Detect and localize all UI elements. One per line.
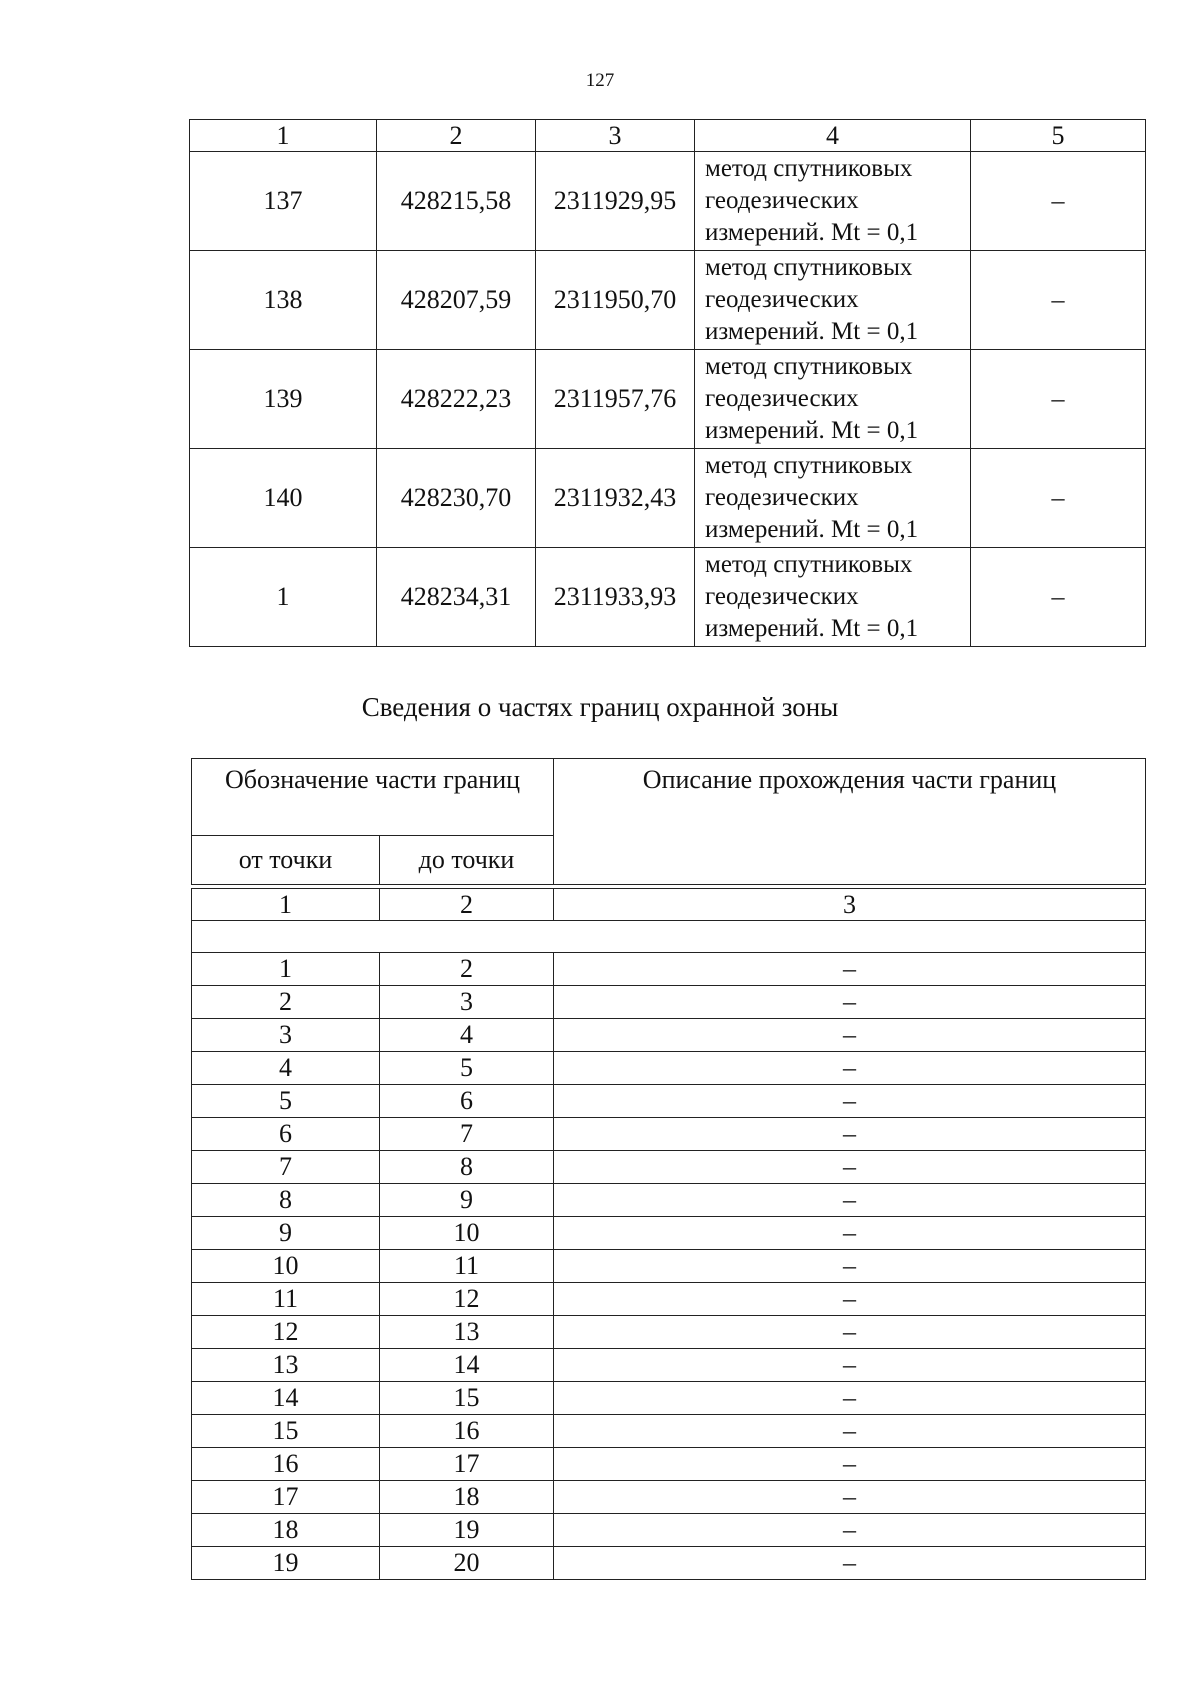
from-point-cell: 12 — [192, 1316, 380, 1349]
from-point-cell: 2 — [192, 986, 380, 1019]
y-coordinate-cell: 2311929,95 — [536, 152, 695, 251]
method-cell — [695, 350, 971, 449]
to-point-cell: 19 — [380, 1514, 554, 1547]
from-point-cell: 3 — [192, 1019, 380, 1052]
boundary-part-row — [192, 1481, 1146, 1514]
description-cell: – — [554, 1283, 1146, 1316]
page-number: 127 — [585, 70, 615, 91]
description-cell: – — [554, 1349, 1146, 1382]
method-line: геодезических — [705, 187, 859, 214]
from-point-cell: 7 — [192, 1151, 380, 1184]
boundary-part-row — [192, 1382, 1146, 1415]
from-point-cell: 13 — [192, 1349, 380, 1382]
method-line: измерений. Mt = 0,1 — [705, 417, 919, 444]
from-point-cell: 17 — [192, 1481, 380, 1514]
description-cell: – — [554, 1052, 1146, 1085]
to-point-cell: 9 — [380, 1184, 554, 1217]
note-cell: – — [971, 449, 1146, 548]
from-point-cell: 6 — [192, 1118, 380, 1151]
column-number: 2 — [380, 889, 554, 921]
to-point-cell: 14 — [380, 1349, 554, 1382]
boundary-part-row — [192, 1283, 1146, 1316]
method-line: геодезических — [705, 583, 859, 610]
to-point-cell: 4 — [380, 1019, 554, 1052]
boundary-part-row — [192, 1019, 1146, 1052]
boundary-parts-table — [191, 758, 1146, 1580]
x-coordinate-cell: 428207,59 — [377, 251, 536, 350]
to-point-cell: 12 — [380, 1283, 554, 1316]
note-cell: – — [971, 350, 1146, 449]
note-cell: – — [971, 548, 1146, 647]
coordinates-header-row — [190, 120, 1146, 152]
method-line: измерений. Mt = 0,1 — [705, 615, 919, 642]
boundary-part-row — [192, 953, 1146, 986]
boundary-part-row — [192, 1250, 1146, 1283]
method-cell — [695, 449, 971, 548]
method-line: геодезических — [705, 385, 859, 412]
boundary-part-row — [192, 1415, 1146, 1448]
coordinate-row — [190, 449, 1146, 548]
boundary-part-row — [192, 1118, 1146, 1151]
point-cell: 138 — [190, 251, 377, 350]
coordinate-row — [190, 152, 1146, 251]
from-point-cell: 4 — [192, 1052, 380, 1085]
from-point-cell: 18 — [192, 1514, 380, 1547]
method-line: измерений. Mt = 0,1 — [705, 318, 919, 345]
from-point-cell: 15 — [192, 1415, 380, 1448]
description-cell: – — [554, 1184, 1146, 1217]
coordinates-table — [189, 119, 1146, 647]
from-point-cell: 1 — [192, 953, 380, 986]
from-point-cell: 10 — [192, 1250, 380, 1283]
description-cell: – — [554, 1415, 1146, 1448]
method-line: метод спутниковых — [705, 551, 913, 578]
boundary-part-row — [192, 1184, 1146, 1217]
to-point-header: до точки — [380, 836, 554, 885]
column-number: 1 — [190, 120, 377, 152]
column-number: 5 — [971, 120, 1146, 152]
coordinate-row — [190, 548, 1146, 647]
description-header: Описание прохождения части границ — [554, 759, 1146, 885]
description-cell: – — [554, 1151, 1146, 1184]
y-coordinate-cell: 2311957,76 — [536, 350, 695, 449]
boundary-part-row — [192, 1217, 1146, 1250]
description-cell: – — [554, 1382, 1146, 1415]
section-title: Сведения о частях границ охранной зоны — [361, 692, 839, 722]
description-cell: – — [554, 1250, 1146, 1283]
method-line: метод спутниковых — [705, 155, 913, 182]
method-cell — [695, 548, 971, 647]
boundary-part-row — [192, 1448, 1146, 1481]
method-cell — [695, 251, 971, 350]
boundary-part-row — [192, 1349, 1146, 1382]
y-coordinate-cell: 2311950,70 — [536, 251, 695, 350]
column-number: 2 — [377, 120, 536, 152]
to-point-cell: 11 — [380, 1250, 554, 1283]
to-point-cell: 2 — [380, 953, 554, 986]
to-point-cell: 10 — [380, 1217, 554, 1250]
to-point-cell: 20 — [380, 1547, 554, 1580]
x-coordinate-cell: 428222,23 — [377, 350, 536, 449]
from-point-cell: 19 — [192, 1547, 380, 1580]
blank-row — [192, 921, 1146, 953]
note-cell: – — [971, 251, 1146, 350]
method-line: геодезических — [705, 484, 859, 511]
method-line: геодезических — [705, 286, 859, 313]
to-point-cell: 17 — [380, 1448, 554, 1481]
to-point-cell: 8 — [380, 1151, 554, 1184]
column-number: 3 — [554, 889, 1146, 921]
parts-column-numbers-row — [192, 889, 1146, 921]
note-cell: – — [971, 152, 1146, 251]
method-cell — [695, 152, 971, 251]
from-point-cell: 5 — [192, 1085, 380, 1118]
boundary-part-row — [192, 1547, 1146, 1580]
boundary-parts-table-body — [192, 759, 1146, 1580]
x-coordinate-cell: 428230,70 — [377, 449, 536, 548]
point-cell: 137 — [190, 152, 377, 251]
method-line: метод спутниковых — [705, 353, 913, 380]
column-number: 3 — [536, 120, 695, 152]
description-cell: – — [554, 953, 1146, 986]
coordinate-row — [190, 350, 1146, 449]
description-cell: – — [554, 1514, 1146, 1547]
method-line: метод спутниковых — [705, 254, 913, 281]
y-coordinate-cell: 2311932,43 — [536, 449, 695, 548]
from-point-cell: 14 — [192, 1382, 380, 1415]
coordinates-table-body — [190, 120, 1146, 647]
method-line: метод спутниковых — [705, 452, 913, 479]
boundary-part-row — [192, 986, 1146, 1019]
to-point-cell: 5 — [380, 1052, 554, 1085]
boundary-part-row — [192, 1316, 1146, 1349]
to-point-cell: 16 — [380, 1415, 554, 1448]
description-cell: – — [554, 1019, 1146, 1052]
point-cell: 139 — [190, 350, 377, 449]
column-number: 1 — [192, 889, 380, 921]
x-coordinate-cell: 428215,58 — [377, 152, 536, 251]
method-line: измерений. Mt = 0,1 — [705, 516, 919, 543]
to-point-cell: 3 — [380, 986, 554, 1019]
to-point-cell: 13 — [380, 1316, 554, 1349]
y-coordinate-cell: 2311933,93 — [536, 548, 695, 647]
point-cell: 1 — [190, 548, 377, 647]
description-cell: – — [554, 986, 1146, 1019]
designation-header: Обозначение части границ — [192, 759, 554, 836]
description-cell: – — [554, 1085, 1146, 1118]
coordinate-row — [190, 251, 1146, 350]
from-point-cell: 9 — [192, 1217, 380, 1250]
blank-cell — [192, 921, 1146, 953]
to-point-cell: 6 — [380, 1085, 554, 1118]
description-cell: – — [554, 1547, 1146, 1580]
from-point-cell: 16 — [192, 1448, 380, 1481]
x-coordinate-cell: 428234,31 — [377, 548, 536, 647]
parts-header-row — [192, 759, 1146, 836]
description-cell: – — [554, 1118, 1146, 1151]
to-point-cell: 18 — [380, 1481, 554, 1514]
from-point-cell: 8 — [192, 1184, 380, 1217]
boundary-part-row — [192, 1514, 1146, 1547]
to-point-cell: 15 — [380, 1382, 554, 1415]
description-cell: – — [554, 1217, 1146, 1250]
boundary-part-row — [192, 1151, 1146, 1184]
to-point-cell: 7 — [380, 1118, 554, 1151]
from-point-header: от точки — [192, 836, 380, 885]
description-cell: – — [554, 1448, 1146, 1481]
point-cell: 140 — [190, 449, 377, 548]
description-cell: – — [554, 1316, 1146, 1349]
description-cell: – — [554, 1481, 1146, 1514]
from-point-cell: 11 — [192, 1283, 380, 1316]
method-line: измерений. Mt = 0,1 — [705, 219, 919, 246]
boundary-part-row — [192, 1052, 1146, 1085]
column-number: 4 — [695, 120, 971, 152]
boundary-part-row — [192, 1085, 1146, 1118]
